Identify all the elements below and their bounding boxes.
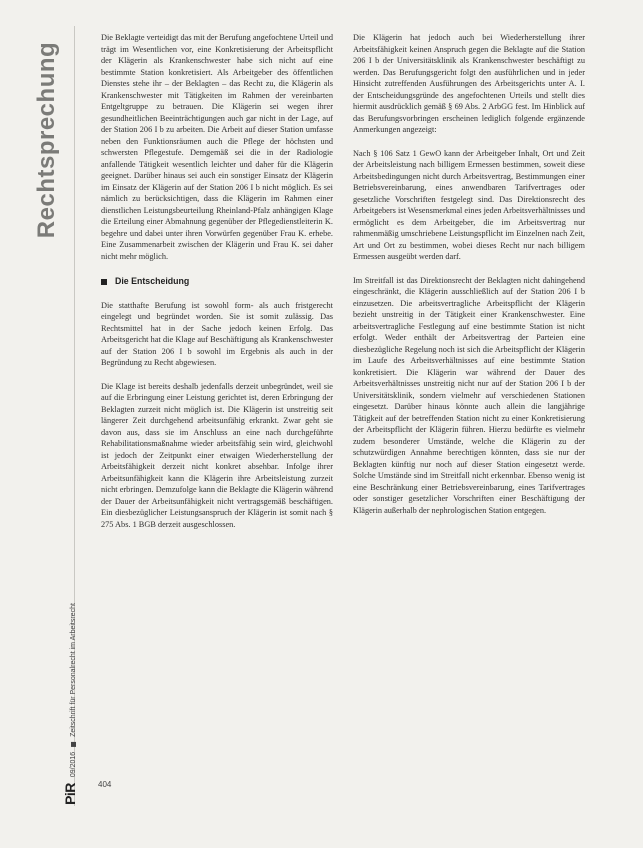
square-bullet-icon: [101, 279, 107, 285]
section-heading-label: Die Entscheidung: [115, 276, 190, 286]
journal-name: Zeitschrift für Personalrecht im Arbeitsrecht: [70, 603, 77, 737]
left-column: [101, 32, 333, 542]
paragraph: Im Streitfall ist das Direktionsrecht der Beklagten nicht dahingehend eingeschränkt, die Klägerin ausschließlich auf der Station 206 I b einzusetzen. Die arbeitsvertragliche Arbeitspflicht der Klägerin bezieht unstreitig in der Tätigkeit einer Krankenschwester. Eine arbeitsvertragliche Festlegung auf eine bestimmte Station ist nicht erfolgt. Weder enthält der Arbeitsvertrag der Parteien eine diesbezügliche Regelung noch ist sich die Arbeitspflicht der Klägerin im Laufe des Arbeitsverhältnisses auf eine bestimmte Station konkretisiert. Die Klägerin war während der Dauer des Arbeitsverhältnisses unstreitig nicht nur auf der Station 206 I b der Universitätsklinik, sondern vielmehr auf verschiedenen Stationen eingesetzt. Darüber hinaus könnte auch allein die langjährige Tätigkeit auf der betreffenden Station nicht zu einer Konkretisierung der Arbeitspflicht der Klägerin führen. Hierzu bedürfte es vielmehr zudem besonderer Umstände, welche die Klägerin zu der schutzwürdigen Annahme berechtigen könnten, dass sie nur der Beklagten künftig nur noch auf dieser Station eingesetzt werde. Solche Umstände sind im Streitfall nicht erkennbar. Ebenso wenig ist eine Beschränkung einer Betriebsvereinbarung, eines Tarifvertrages oder sonstiger gesetzlicher Vorschriften einer Beschäftigung der Klägerin außerhalb der nephrologischen Station entgegen.: [353, 275, 585, 515]
square-bullet-icon: [71, 742, 76, 747]
section-heading: [101, 276, 333, 288]
paragraph: Die Klage ist bereits deshalb jedenfalls derzeit unbegründet, weil sie auf die Erbringung einer Leistung gerichtet ist, deren Erbringung der Beklagten zurzeit nicht möglich ist. Die Klägerin ist unstreitig seit längerer Zeit durchgehend arbeitsunfähig erkrankt. Zwar geht sie davon aus, dass sie im Anschluss an eine nach durchgeführte Rehabilitationsmaßnahme wieder arbeitsfähig sein wird, gleichwohl ist jedoch der Zeitpunkt einer etwaigen Wiederherstellung der Arbeitsfähigkeit derzeit nicht konkret absehbar. Infolge ihrer Arbeitsunfähigkeit kann die Klägerin ihre Arbeitsleistung zurzeit nicht erbringen. Demzufolge kann die Beklagte die Klägerin während der Dauer der Arbeitsunfähigkeit nicht vertragsgemäß beschäftigen. Ein diesbezüglicher Leistungsanspruch der Klägerin ist somit nach § 275 Abs. 1 BGB derzeit ausgeschlossen.: [101, 381, 333, 529]
journal-footer-tag: [62, 603, 78, 805]
page-number: 404: [98, 780, 112, 789]
paragraph: Die Beklagte verteidigt das mit der Berufung angefochtene Urteil und trägt im Wesentlichen vor, eine Konkretisierung der Arbeitspflicht der Klägerin als Krankenschwester habe sich nicht auf eine bestimmte Station konkretisiert. Als Arbeitgeber des öffentlichen Dienstes stehe ihr – der Beklagten – das Recht zu, die Klägerin als Krankenschwester mit Tätigkeiten im Rahmen der vereinbarten Entgeltgruppe zu betrauen. Die Klägerin sei wegen ihrer gesundheitlichen Beeinträchtigungen auch gar nicht in der Lage, auf der Station 206 I b zu arbeiten. Die Arbeit auf dieser Station umfasse neben den Funktionsräumen auch die Pflege der höchsten und schwersten Pflegestufe. Demgemäß sei die in der Radiologie anfallende Tätigkeit wesentlich leichter und daher für die Klägerin geeignet. Darüber hinaus sei auch ein sonstiger Einsatz der Klägerin im Einsatz der Klägerin auf der Station 206 I b nicht möglich. Es sei nämlich zu berücksichtigen, dass die Klägerin im Rahmen einer dienstlichen Leistungsbeurteilung Rheinland-Pfalz anhängigen Klage die Erteilung einer Abmahnung gegenüber der Pflegedienstleiterin K. begehre und dabei unter ihren Vorwürfen gegenüber Frau K. erhebe. Eine Zusammenarbeit zwischen der Klägerin und Frau K. sei daher nicht mehr möglich.: [101, 33, 334, 261]
paragraph: Nach § 106 Satz 1 GewO kann der Arbeitgeber Inhalt, Ort und Zeit der Arbeitsleistung nach billigem Ermessen bestimmen, soweit diese Arbeitsbedingungen nicht durch Arbeitsvertrag, Bestimmungen einer Betriebsvereinbarung, eines anwendbaren Tarifvertrages oder gesetzliche Vorschriften festgelegt sind. Das Direktionsrecht des Arbeitgebers ist Wesensmerkmal eines jeden Arbeitsverhältnisses und ermöglicht es dem Arbeitgeber, die im Arbeitsvertrag nur rahmenmäßig umschriebene Leistungspflicht im Einzelnen nach Zeit, Art und Ort zu bestimmen, wobei dieses Recht nur nach billigem Ermessen ausgeübt werden darf.: [353, 148, 585, 261]
issue-label: 09/2016: [70, 751, 77, 778]
paragraph: Die Klägerin hat jedoch auch bei Wiederherstellung ihrer Arbeitsfähigkeit keinen Anspruch gegen die Beklagte auf die Station 206 I b der Universitätsklinik als Krankenschwester beschäftigt zu werden. Das Berufungsgericht folgt den ausführlichen und in jeder Hinsicht zutreffenden Ausführungen des Arbeitsgerichts unter A. I. der Entscheidungsgründe des angefochtenen Urteils und stellt dies hiermit ausdrücklich gemäß § 69 Abs. 2 ArbGG fest. Im Hinblick auf das Berufungsvorbringen erscheinen lediglich folgende ergänzende Anmerkungen angezeigt:: [353, 33, 585, 134]
section-rubric: Rechtsprechung: [33, 41, 60, 239]
paragraph: Die statthafte Berufung ist sowohl form- als auch fristgerecht eingelegt und begründet worden. Sie ist somit zulässig. Das Rechtsmittel hat in der Sache jedoch keinen Erfolg. Das Arbeitsgericht hat die Klage auf Beschäftigung als Krankenschwester auf der Station 206 I b sowohl im Ergebnis als auch in der Begründung zu Recht abgewiesen.: [101, 300, 333, 367]
journal-logo: PiR: [62, 783, 78, 805]
right-column: [353, 32, 585, 528]
